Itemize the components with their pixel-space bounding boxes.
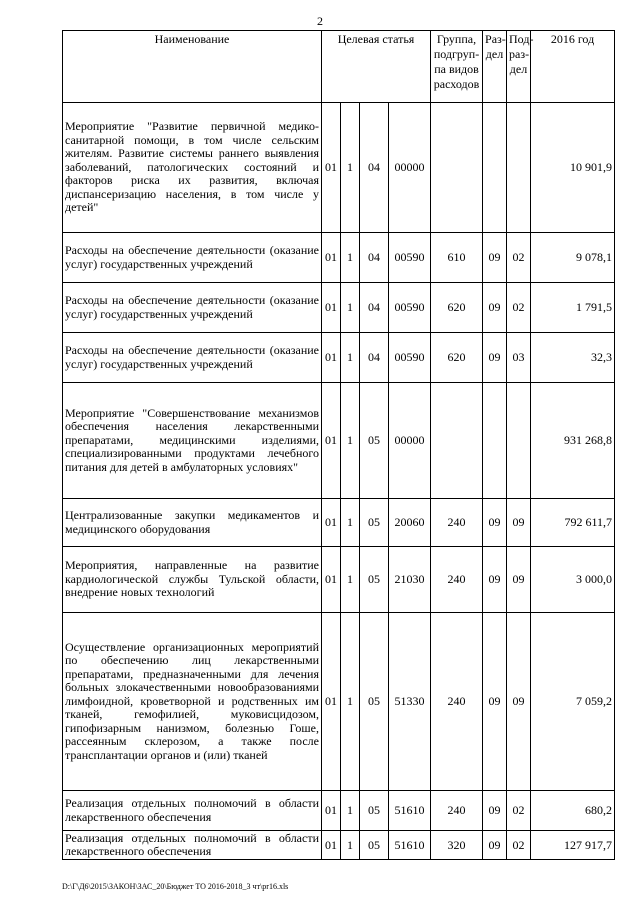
row-target-event: 05 (360, 547, 389, 613)
row-target-subprogram: 1 (341, 547, 360, 613)
row-name: Мероприятия, направленные на развитие кардиологической службы Тульской области, внедрение новых технологий (63, 547, 322, 613)
row-target-event: 05 (360, 831, 389, 860)
row-subsection: 09 (507, 499, 531, 547)
row-target-direction: 21030 (389, 547, 431, 613)
row-target-subprogram: 1 (341, 613, 360, 791)
row-section (483, 383, 507, 499)
table-row (63, 283, 615, 333)
row-name: Расходы на обеспечение деятельности (оказание услуг) государственных учреждений (63, 233, 322, 283)
table-row (63, 831, 615, 860)
row-target-program: 01 (322, 233, 341, 283)
header-target-article: Целевая статья (322, 31, 431, 103)
row-target-direction: 51610 (389, 831, 431, 860)
row-target-program: 01 (322, 283, 341, 333)
row-target-event: 04 (360, 103, 389, 233)
row-target-subprogram: 1 (341, 233, 360, 283)
row-target-direction: 00590 (389, 233, 431, 283)
row-target-program: 01 (322, 791, 341, 831)
table-header-row (63, 31, 615, 103)
row-expense-group: 620 (431, 283, 483, 333)
row-target-event: 04 (360, 283, 389, 333)
row-target-event: 04 (360, 333, 389, 383)
table-row (63, 613, 615, 791)
row-target-subprogram: 1 (341, 333, 360, 383)
row-target-program: 01 (322, 333, 341, 383)
row-target-subprogram: 1 (341, 791, 360, 831)
row-target-subprogram: 1 (341, 103, 360, 233)
row-subsection: 02 (507, 283, 531, 333)
row-expense-group: 240 (431, 791, 483, 831)
row-expense-group: 620 (431, 333, 483, 383)
row-expense-group: 240 (431, 499, 483, 547)
header-name: Наименование (63, 31, 322, 103)
row-expense-group (431, 383, 483, 499)
header-group: Группа, подгруп-па видов расходов (431, 31, 483, 103)
page-number: 2 (317, 14, 323, 28)
row-amount: 931 268,8 (531, 383, 615, 499)
row-expense-group: 240 (431, 613, 483, 791)
row-target-direction: 00590 (389, 283, 431, 333)
row-amount: 10 901,9 (531, 103, 615, 233)
row-section: 09 (483, 831, 507, 860)
table-row (63, 547, 615, 613)
row-target-direction: 51330 (389, 613, 431, 791)
table-row (63, 383, 615, 499)
row-target-event: 05 (360, 383, 389, 499)
row-expense-group: 240 (431, 547, 483, 613)
row-subsection: 03 (507, 333, 531, 383)
table-row (63, 103, 615, 233)
row-name: Мероприятие "Развитие первичной медико-санитарной помощи, в том числе сельским жителям. Развитие системы раннего выявления заболеваний, патологических состояний и факторов риска их развития, включая диспансеризацию населения, в том числе у детей" (63, 103, 322, 233)
row-subsection: 02 (507, 831, 531, 860)
header-section: Раз-дел (483, 31, 507, 103)
row-amount: 7 059,2 (531, 613, 615, 791)
row-subsection (507, 103, 531, 233)
file-path-footer: D:\Г\Д6\2015\ЗАКОН\ЗАС_20\Бюджет ТО 2016-2018_3 чт\pr16.xls (62, 882, 289, 891)
row-subsection: 02 (507, 233, 531, 283)
row-subsection: 02 (507, 791, 531, 831)
row-target-event: 05 (360, 613, 389, 791)
header-subsection: Под-раз-дел (507, 31, 531, 103)
header-year: 2016 год (531, 31, 615, 103)
row-amount: 792 611,7 (531, 499, 615, 547)
row-target-direction: 51610 (389, 791, 431, 831)
row-target-event: 04 (360, 233, 389, 283)
row-target-event: 05 (360, 791, 389, 831)
table-row (63, 233, 615, 283)
row-subsection: 09 (507, 613, 531, 791)
table-row (63, 333, 615, 383)
row-target-program: 01 (322, 613, 341, 791)
table-row (63, 791, 615, 831)
row-amount: 1 791,5 (531, 283, 615, 333)
row-expense-group (431, 103, 483, 233)
row-target-subprogram: 1 (341, 383, 360, 499)
row-target-program: 01 (322, 499, 341, 547)
row-name: Реализация отдельных полномочий в области лекарственного обеспечения (63, 831, 322, 860)
row-section: 09 (483, 233, 507, 283)
row-name: Осуществление организационных мероприятий по обеспечению лиц лекарственными препаратами, предназначенными для лечения больных злокачественными новообразованиями лимфоидной, кроветворной и родственных им тканей, гемофилией, муковисцидозом, гипофизарным нанизмом, болезнью Гоше, рассеянным склерозом, а также после трансплантации органов и (или) тканей (63, 613, 322, 791)
row-section: 09 (483, 791, 507, 831)
row-expense-group: 320 (431, 831, 483, 860)
budget-table (62, 30, 615, 860)
row-subsection: 09 (507, 547, 531, 613)
row-amount: 32,3 (531, 333, 615, 383)
row-section: 09 (483, 499, 507, 547)
row-target-direction: 00000 (389, 103, 431, 233)
row-section: 09 (483, 283, 507, 333)
row-name: Централизованные закупки медикаментов и медицинского оборудования (63, 499, 322, 547)
row-name: Мероприятие "Совершенствование механизмов обеспечения населения лекарственными препаратами, медицинскими изделиями, специализированными продуктами лечебного питания для детей в амбулаторных условиях" (63, 383, 322, 499)
row-target-program: 01 (322, 383, 341, 499)
row-target-subprogram: 1 (341, 831, 360, 860)
table-row (63, 499, 615, 547)
row-target-direction: 20060 (389, 499, 431, 547)
row-target-program: 01 (322, 831, 341, 860)
row-target-direction: 00590 (389, 333, 431, 383)
row-amount: 127 917,7 (531, 831, 615, 860)
row-amount: 3 000,0 (531, 547, 615, 613)
row-amount: 9 078,1 (531, 233, 615, 283)
row-target-program: 01 (322, 547, 341, 613)
row-target-subprogram: 1 (341, 283, 360, 333)
row-target-subprogram: 1 (341, 499, 360, 547)
row-target-program: 01 (322, 103, 341, 233)
row-name: Расходы на обеспечение деятельности (оказание услуг) государственных учреждений (63, 283, 322, 333)
row-amount: 680,2 (531, 791, 615, 831)
row-section: 09 (483, 613, 507, 791)
row-subsection (507, 383, 531, 499)
row-section: 09 (483, 547, 507, 613)
row-name: Реализация отдельных полномочий в области лекарственного обеспечения (63, 791, 322, 831)
row-target-direction: 00000 (389, 383, 431, 499)
row-target-event: 05 (360, 499, 389, 547)
row-name: Расходы на обеспечение деятельности (оказание услуг) государственных учреждений (63, 333, 322, 383)
row-section (483, 103, 507, 233)
row-section: 09 (483, 333, 507, 383)
row-expense-group: 610 (431, 233, 483, 283)
